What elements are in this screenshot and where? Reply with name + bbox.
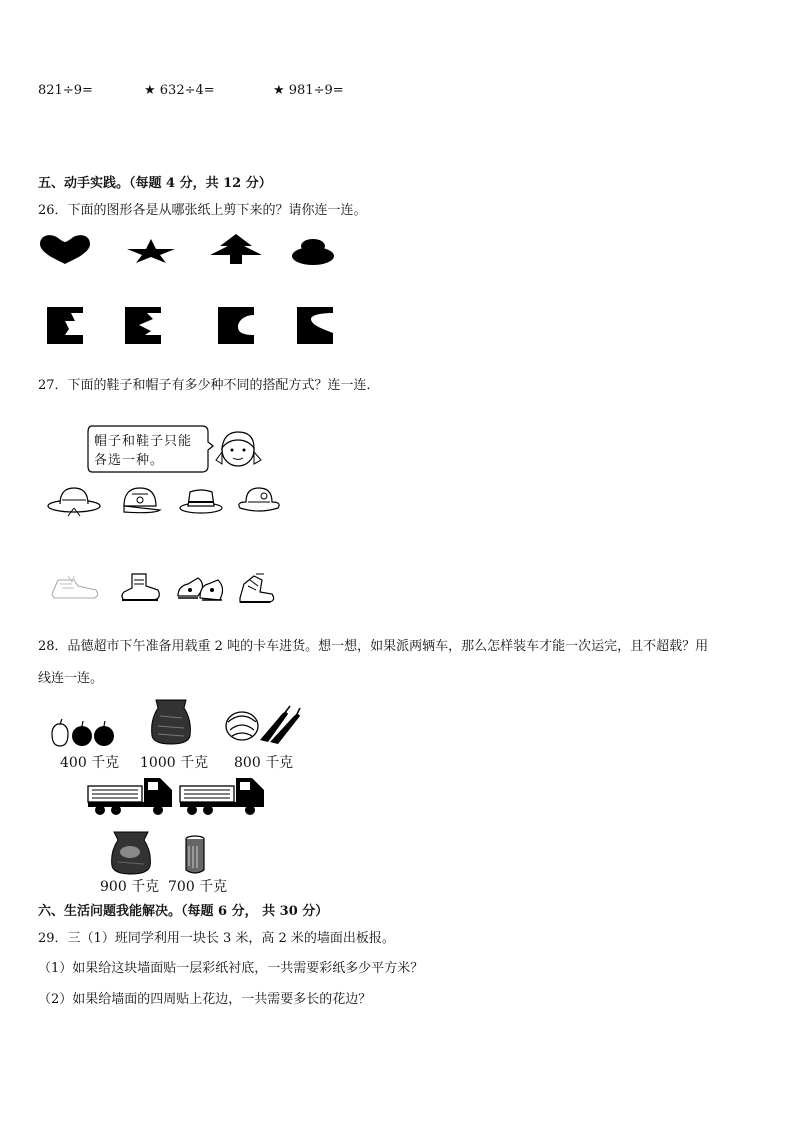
section6-heading: 六、生活问题我能解决。（每题 6 分， 共 30 分） — [38, 904, 329, 919]
bubble-line-2: 各选一种。 — [94, 453, 165, 468]
paper-cut-1 — [47, 307, 85, 345]
q26-text: 26．下面的图形各是从哪张纸上剪下来的？请你连一连。 — [38, 203, 367, 218]
can-icon — [184, 834, 206, 876]
hat-icon-3 — [178, 486, 224, 516]
goods-label-1000: 1000 千克 — [140, 755, 209, 771]
q29-sub-1: （1）如果给这块墙面贴一层彩纸衬底，一共需要彩纸多少平方米？ — [38, 961, 424, 976]
truck-icon-2 — [178, 776, 268, 818]
hat-icon-1 — [46, 482, 102, 518]
arrow-tree-shape — [208, 233, 264, 265]
girl-icon — [214, 424, 264, 478]
q28-text-line-1: 28．品德超市下午准备用载重 2 吨的卡车进货。想一想，如果派两辆车，那么怎样装车才能一次运完，且不超载？用 — [38, 639, 709, 654]
paper-cut-4 — [297, 307, 335, 345]
stacked-oval-shape — [290, 238, 336, 266]
goods-label-800: 800 千克 — [234, 755, 294, 771]
section5-heading: 五、动手实践。（每题 4 分，共 12 分） — [38, 176, 272, 191]
goods-label-700: 700 千克 — [168, 879, 228, 895]
bag-icon — [108, 830, 154, 876]
shoe-icon-1 — [48, 572, 102, 606]
heart-shape — [38, 232, 92, 266]
bubble-line-1: 帽子和鞋子只能 — [94, 434, 193, 449]
sack-icon — [146, 696, 196, 746]
star-shape — [125, 238, 177, 264]
q29-sub-2: （2）如果给墙面的四周贴上花边，一共需要多长的花边？ — [38, 992, 372, 1007]
paper-cut-2 — [125, 307, 163, 345]
fruit-icon — [48, 718, 118, 748]
calc-item-3: ★ 981÷9= — [273, 83, 344, 98]
vegetables-icon — [220, 704, 302, 746]
shoe-icon-2 — [118, 570, 164, 606]
paper-cut-3 — [218, 307, 256, 345]
shoe-icon-3 — [176, 572, 226, 606]
q27-text: 27．下面的鞋子和帽子有多少种不同的搭配方式？连一连． — [38, 378, 380, 393]
truck-icon-1 — [86, 776, 176, 818]
hat-icon-2 — [118, 484, 162, 518]
shoe-icon-4 — [236, 572, 280, 606]
calc-item-2: ★ 632÷4= — [144, 83, 215, 98]
q28-text-line-2: 线连一连。 — [38, 671, 104, 686]
hat-icon-4 — [236, 484, 282, 516]
goods-label-900: 900 千克 — [100, 879, 160, 895]
q29-text: 29．三（1）班同学利用一块长 3 米，高 2 米的墙面出板报。 — [38, 931, 395, 946]
calc-item-1: 821÷9= — [38, 83, 93, 98]
goods-label-400: 400 千克 — [60, 755, 120, 771]
